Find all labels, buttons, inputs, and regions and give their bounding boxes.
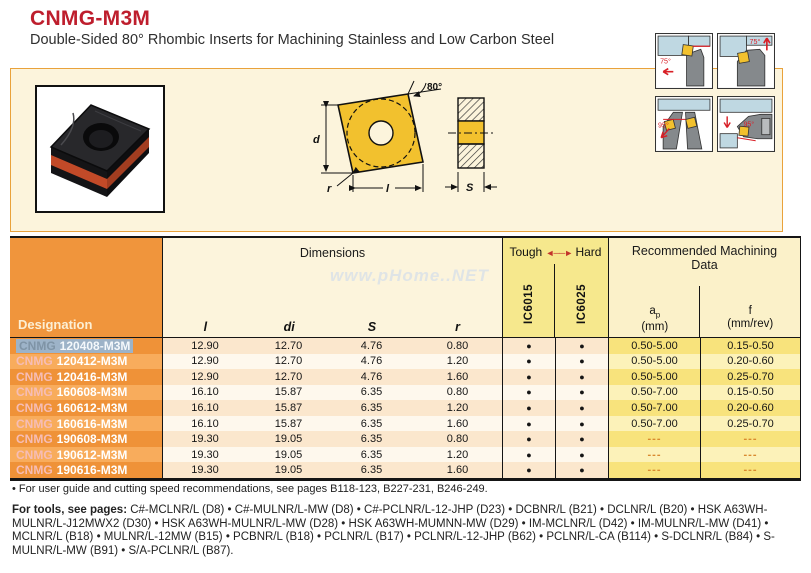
designation-prefix: CNMG	[16, 447, 53, 462]
f-cell: 0.20-0.60	[700, 354, 800, 370]
col-l-label: l	[203, 320, 208, 334]
table-row	[10, 338, 800, 354]
ap-column-label	[609, 305, 701, 334]
ic6015-dot-cell: ●	[502, 369, 555, 385]
footnote-tools-label: For tools, see pages:	[12, 504, 128, 516]
table-row	[10, 369, 800, 385]
holder-diagram-2	[717, 33, 775, 89]
designation-prefix: CNMG	[16, 463, 53, 478]
ic6025-dot-cell: ●	[555, 462, 608, 478]
table-row	[10, 385, 800, 401]
l-cell: 19.30	[162, 431, 247, 447]
designation-header-label: Designation	[18, 317, 93, 332]
ic6025-dot-cell: ●	[555, 416, 608, 432]
designation-prefix: CNMG	[19, 338, 56, 353]
holder-angle-label: 75°	[749, 38, 761, 47]
tough-hard-label	[503, 245, 608, 259]
ic6015-dot-cell: ●	[502, 354, 555, 370]
ic6025-dot-cell: ●	[555, 400, 608, 416]
f-cell: 0.15-0.50	[700, 385, 800, 401]
f-cell: ---	[700, 431, 800, 447]
ic6015-dot-cell: ●	[502, 462, 555, 478]
ap-cell: ---	[608, 447, 700, 463]
insert-photo-graphic	[37, 87, 163, 211]
ic6015-dot-cell: ●	[502, 385, 555, 401]
l-cell: 12.90	[162, 354, 247, 370]
ap-cell: 0.50-7.00	[608, 400, 700, 416]
di-cell: 12.70	[247, 369, 330, 385]
d-dim-label: d	[313, 134, 320, 146]
s-cell: 6.35	[330, 462, 413, 478]
dimensions-header-label: Dimensions	[299, 246, 366, 260]
designation-cell	[10, 338, 162, 354]
grade-ic6015-label: IC6015	[523, 283, 536, 325]
r-cell: 0.80	[413, 338, 502, 354]
r-cell: 1.20	[413, 354, 502, 370]
designation-code: 120416-M3M	[56, 369, 128, 384]
r-cell: 0.80	[413, 385, 502, 401]
f-cell: 0.25-0.70	[700, 369, 800, 385]
ap-cell: 0.50-7.00	[608, 385, 700, 401]
f-cell: 0.15-0.50	[700, 338, 800, 354]
ap-subscript: p	[655, 310, 661, 319]
angle-80-label: 80°	[427, 82, 443, 93]
ap-symbol: a	[649, 304, 656, 317]
ap-cell: 0.50-5.00	[608, 369, 700, 385]
ic6025-dot-cell: ●	[555, 354, 608, 370]
table-header	[10, 238, 800, 338]
col-s-label: S	[367, 320, 377, 334]
ic6015-dot-cell: ●	[502, 447, 555, 463]
s-cell: 4.76	[330, 338, 413, 354]
s-cell: 4.76	[330, 369, 413, 385]
recommended-line2: Data	[691, 258, 718, 272]
designation-prefix: CNMG	[16, 369, 53, 384]
ic6025-dot-cell: ●	[555, 338, 608, 354]
designation-prefix: CNMG	[16, 385, 53, 400]
recommended-line1: Recommended Machining	[631, 244, 778, 258]
machining-divider-line	[699, 286, 700, 337]
designation-cell	[10, 416, 162, 432]
ap-cell: ---	[608, 462, 700, 478]
dimensions-header-cell	[162, 238, 502, 337]
s-cell: 6.35	[330, 447, 413, 463]
s-cell: 4.76	[330, 354, 413, 370]
l-cell: 19.30	[162, 447, 247, 463]
di-cell: 12.70	[247, 338, 330, 354]
r-cell: 1.60	[413, 416, 502, 432]
grade-ic6025-cell	[556, 271, 609, 337]
holder-diagram-1	[655, 33, 713, 89]
s-cell: 6.35	[330, 431, 413, 447]
designation-cell	[10, 369, 162, 385]
dimension-subheaders	[163, 320, 502, 334]
holder-diagram-4	[717, 96, 775, 152]
machining-subheaders	[609, 305, 800, 334]
table-row	[10, 431, 800, 447]
di-cell: 12.70	[247, 354, 330, 370]
l-cell: 19.30	[162, 462, 247, 478]
ap-cell: 0.50-5.00	[608, 338, 700, 354]
holder-angle-label: 95°	[658, 121, 669, 130]
grade-ic6025-label: IC6025	[575, 283, 588, 325]
designation-prefix: CNMG	[16, 400, 53, 415]
l-cell: 16.10	[162, 416, 247, 432]
ic6015-dot-cell: ●	[502, 416, 555, 432]
f-cell: ---	[700, 462, 800, 478]
r-cell: 1.60	[413, 369, 502, 385]
l-dim-label: l	[386, 183, 390, 195]
tough-label: Tough	[509, 245, 543, 259]
holder-angle-label: 75°	[660, 57, 671, 66]
ic6015-dot-cell: ●	[502, 400, 555, 416]
holder-angle-label: 95°	[743, 120, 755, 129]
table-row	[10, 447, 800, 463]
di-cell: 19.05	[247, 447, 330, 463]
ic6025-dot-cell: ●	[555, 447, 608, 463]
s-cell: 6.35	[330, 416, 413, 432]
ap-cell: 0.50-7.00	[608, 416, 700, 432]
designation-cell	[10, 431, 162, 447]
r-cell: 1.20	[413, 400, 502, 416]
di-cell: 19.05	[247, 431, 330, 447]
di-cell: 19.05	[247, 462, 330, 478]
page-title: CNMG-M3M	[30, 7, 151, 30]
designation-code: 190608-M3M	[56, 432, 128, 447]
table-body	[10, 338, 800, 478]
f-cell: 0.25-0.70	[700, 416, 800, 432]
footnote-tools-text: C#-MCLNR/L (D8) • C#-MULNR/L-MW (D8) • C#-PCLNR/L-12-JHP (D23) • DCBNR/L (B21) • DCLNR/L (B20) • HSK A63WH-MULNR/L-J12MWX2 (D30) • HSK A63WH-MULNR/L-MW (D28) • HSK A63WH-MUMNN-MW (D29) • IM-MCLNR/L (D42) • IM-MULNR/L-MW (D41) • MCLNR/L (B18) • MULNR/L-12MW (B15) • PCBNR/L (B18) • PCLNR/L (B17) • PCLNR/L-12-JHP (B62) • PCLNR/L-CA (B114) • S-DCLNR/L (B84) • S-MULNR/L-MW (B91) • S/A-PCLNR/L (B87).	[12, 504, 775, 557]
table-row	[10, 400, 800, 416]
designation-code: 190616-M3M	[56, 463, 128, 478]
designation-code: 160608-M3M	[56, 385, 128, 400]
grade-divider-line	[554, 264, 555, 337]
s-dim-label: S	[466, 182, 474, 194]
designation-cell	[10, 462, 162, 478]
ap-cell: ---	[608, 431, 700, 447]
designation-code: 120412-M3M	[56, 354, 128, 369]
tough-hard-header-cell	[502, 238, 608, 337]
designation-code: 160612-M3M	[56, 400, 128, 415]
l-cell: 16.10	[162, 385, 247, 401]
f-unit: (mm/rev)	[727, 317, 774, 330]
f-cell: ---	[700, 447, 800, 463]
technical-drawing	[293, 80, 517, 222]
designation-prefix: CNMG	[16, 432, 53, 447]
page-subtitle: Double-Sided 80° Rhombic Inserts for Machining Stainless and Low Carbon Steel	[30, 32, 555, 48]
ap-unit: (mm)	[641, 321, 669, 333]
table-row	[10, 462, 800, 478]
designation-prefix: CNMG	[16, 416, 53, 431]
l-cell: 12.90	[162, 369, 247, 385]
ap-cell: 0.50-5.00	[608, 354, 700, 370]
r-cell: 1.20	[413, 447, 502, 463]
grade-ic6015-cell	[503, 271, 556, 337]
designation-header-cell	[10, 238, 162, 337]
ic6015-dot-cell: ●	[502, 431, 555, 447]
designation-prefix: CNMG	[16, 354, 53, 369]
f-symbol: f	[748, 304, 752, 317]
designation-cell	[10, 400, 162, 416]
designation-code: 190612-M3M	[56, 447, 128, 462]
s-cell: 6.35	[330, 385, 413, 401]
ic6015-dot-cell: ●	[502, 338, 555, 354]
ic6025-dot-cell: ●	[555, 385, 608, 401]
recommended-header-label	[609, 244, 800, 272]
table-row	[10, 416, 800, 432]
grade-subheaders	[503, 271, 608, 337]
footnote-user-guide: • For user guide and cutting speed recommendations, see pages B118-123, B227-231, B246-249.	[12, 483, 488, 495]
designation-cell	[10, 354, 162, 370]
r-cell: 0.80	[413, 431, 502, 447]
l-cell: 12.90	[162, 338, 247, 354]
l-cell: 16.10	[162, 400, 247, 416]
f-column-label	[701, 305, 800, 334]
table-row	[10, 354, 800, 370]
designation-code: 120408-M3M	[59, 338, 131, 353]
s-cell: 6.35	[330, 400, 413, 416]
insert-photo	[35, 85, 165, 213]
col-r-label: r	[455, 320, 461, 334]
ic6025-dot-cell: ●	[555, 431, 608, 447]
designation-cell	[10, 447, 162, 463]
watermark: www.pHome..NET	[330, 266, 489, 285]
tough-hard-arrow-icon: ◄──►	[545, 248, 573, 258]
di-cell: 15.87	[247, 385, 330, 401]
hard-label: Hard	[575, 245, 602, 259]
designation-cell	[10, 385, 162, 401]
di-cell: 15.87	[247, 416, 330, 432]
recommended-header-cell	[608, 238, 800, 337]
holder-diagram-3	[655, 96, 713, 152]
footnote-tools	[12, 504, 800, 558]
ic6025-dot-cell: ●	[555, 369, 608, 385]
r-cell: 1.60	[413, 462, 502, 478]
f-cell: 0.20-0.60	[700, 400, 800, 416]
r-dim-label: r	[327, 183, 332, 195]
di-cell: 15.87	[247, 400, 330, 416]
designation-code: 160616-M3M	[56, 416, 128, 431]
col-di-label: di	[283, 320, 295, 334]
